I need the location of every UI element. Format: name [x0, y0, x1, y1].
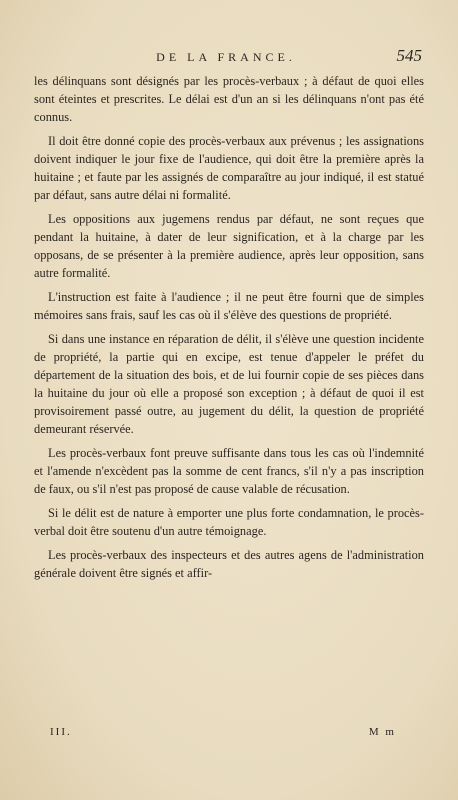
running-title: DE LA FRANCE. [156, 50, 296, 64]
paragraph: Les procès-verbaux des inspecteurs et des autres agens de l'administration générale doivent être signés et affir- [34, 548, 424, 580]
volume-mark: III. [50, 726, 72, 738]
paragraph: les délinquans sont désignés par les procès-verbaux ; à défaut de quoi elles sont éteintes et prescrites. Le délai est d'un an si les délinquans n'ont pas été connus. [34, 74, 424, 124]
paragraph: Les oppositions aux jugemens rendus par défaut, ne sont reçues que pendant la huitaine, à dater de leur signification, et à la charge par les opposans, de se présenter à la première audience, après leur opposition, sans autre formalité. [34, 212, 424, 280]
signature-mark: M m [368, 726, 396, 738]
paragraph: Si le délit est de nature à emporter une plus forte condamnation, le procès-verbal doit être soutenu d'un autre témoignage. [34, 506, 424, 538]
page-footer [50, 726, 396, 742]
paragraph: Si dans une instance en réparation de délit, il s'élève une question incidente de propriété, la partie qui en excipe, est tenue d'appeler le préfet du département de la situation des bois, et de lui fournir copie de ses pièces dans la huitaine du jour où elle a proposé son exception ; à défaut de quoi il est provisoirement passé outre, au jugement du délit, la question de propriété demeurant réservée. [34, 332, 424, 436]
paragraph: L'instruction est faite à l'audience ; il ne peut être fourni que de simples mémoires sans frais, sauf les cas où il s'élève des questions de propriété. [34, 290, 424, 322]
page-header [30, 48, 422, 70]
body-text [34, 72, 424, 588]
paragraph: Il doit être donné copie des procès-verbaux aux prévenus ; les assignations doivent indiquer le jour fixe de l'audience, qui doit être la première après la huitaine ; et faute par les assignés de comparaître au jour indiqué, il est statué par défaut, sans autre délai ni formalité. [34, 134, 424, 202]
paragraph: Les procès-verbaux font preuve suffisante dans tous les cas où l'indemnité et l'amende n'excèdent pas la somme de cent francs, s'il n'y a pas inscription de faux, ou s'il n'est pas proposé de cause valable de récusation. [34, 446, 424, 496]
page-number: 545 [396, 46, 422, 65]
